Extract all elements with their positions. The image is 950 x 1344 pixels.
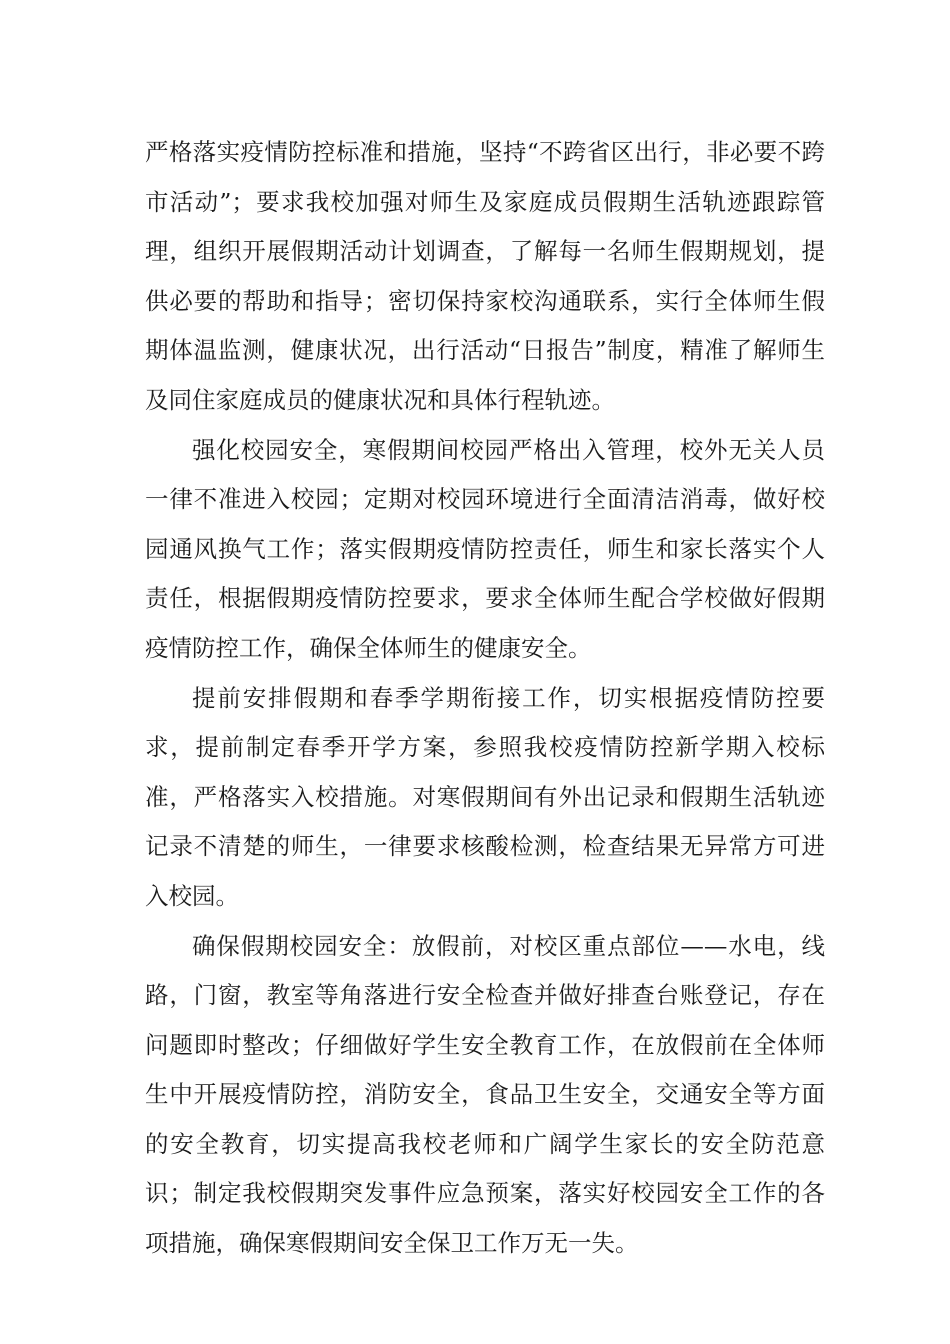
paragraph-epidemic-control: 严格落实疫情防控标准和措施，坚持“不跨省区出行，非必要不跨市活动”；要求我校加强对师生及家庭成员假期生活轨迹跟踪管理，组织开展假期活动计划调查，了解每一名师生假期规划，提供必要的帮助和指导；密切保持家校沟通联系，实行全体师生假期体温监测，健康状况，出行活动“日报告”制度，精准了解师生及同住家庭成员的健康状况和具体行程轨迹。	[145, 138, 825, 414]
paragraph-holiday-safety: 确保假期校园安全：放假前，对校区重点部位——水电，线路，门窗，教室等角落进行安全检查并做好排查台账登记，存在问题即时整改；仔细做好学生安全教育工作，在放假前在全体师生中开展疫情防控，消防安全，食品卫生安全，交通安全等方面的安全教育，切实提高我校老师和广阔学生家长的安全防范意识；制定我校假期突发事件应急预案，落实好校园安全工作的各项措施，确保寒假期间安全保卫工作万无一失。	[145, 931, 825, 1258]
paragraph-campus-safety: 强化校园安全，寒假期间校园严格出入管理，校外无关人员一律不准进入校园；定期对校园环境进行全面清洁消毒，做好校园通风换气工作；落实假期疫情防控责任，师生和家长落实个人责任，根据假期疫情防控要求，要求全体师生配合学校做好假期疫情防控工作，确保全体师生的健康安全。	[145, 435, 825, 662]
paragraph-spring-semester: 提前安排假期和春季学期衔接工作，切实根据疫情防控要求，提前制定春季开学方案，参照我校疫情防控新学期入校标准，严格落实入校措施。对寒假期间有外出记录和假期生活轨迹记录不清楚的师生，一律要求核酸检测，检查结果无异常方可进入校园。	[145, 683, 825, 910]
document-body	[145, 128, 825, 1269]
